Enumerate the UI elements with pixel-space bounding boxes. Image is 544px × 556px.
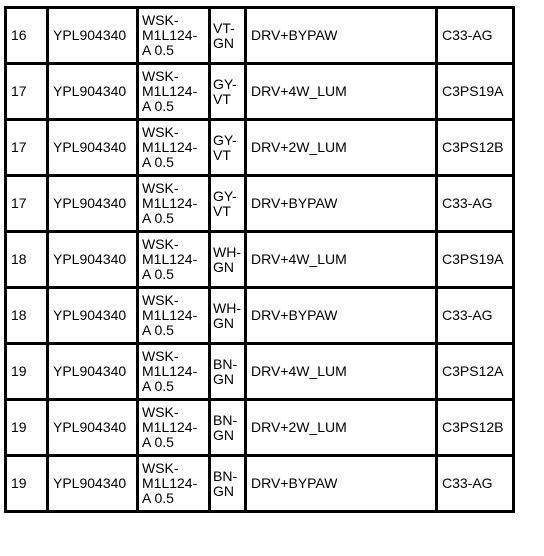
- part-number-cell: YPL904340: [48, 232, 138, 288]
- wire-color-cell: [210, 400, 246, 456]
- wiring-table: [4, 6, 515, 513]
- table-row: [6, 400, 514, 456]
- table-row: [6, 344, 514, 400]
- wire-color-cell: [210, 64, 246, 120]
- wire-spec-cell-line: WSK-: [142, 292, 179, 308]
- wire-color-cell: [210, 456, 246, 512]
- wire-color-cell: [210, 120, 246, 176]
- pin-cell: 18: [6, 288, 48, 344]
- wire-spec-cell-line: WSK-: [142, 348, 179, 364]
- wire-color-cell-line: WH-: [213, 243, 241, 260]
- function-cell: DRV+BYPAW: [246, 8, 437, 64]
- wire-spec-cell-line: A 0.5: [142, 154, 174, 170]
- table-row: [6, 288, 514, 344]
- wire-color-cell-line: GY-: [213, 75, 237, 92]
- table-row: [6, 176, 514, 232]
- wire-spec-cell-line: A 0.5: [142, 266, 174, 282]
- wire-spec-cell-line: M1L124-: [142, 307, 198, 323]
- wire-spec-cell-line: A 0.5: [142, 98, 174, 114]
- function-cell: DRV+BYPAW: [246, 456, 437, 512]
- wire-spec-cell-line: A 0.5: [142, 490, 174, 506]
- part-number-cell: YPL904340: [48, 456, 138, 512]
- function-cell: DRV+4W_LUM: [246, 232, 437, 288]
- function-cell: DRV+BYPAW: [246, 288, 437, 344]
- wire-color-cell-line: VT: [213, 202, 231, 219]
- wire-color-cell-line: GN: [213, 258, 234, 275]
- wire-color-cell-line: VT: [213, 146, 231, 163]
- table-row: [6, 120, 514, 176]
- wire-color-cell-line: GY-: [213, 131, 237, 148]
- wire-color-cell-line: GN: [213, 314, 234, 331]
- wire-spec-cell-line: A 0.5: [142, 210, 174, 226]
- part-number-cell: YPL904340: [48, 64, 138, 120]
- wire-color-cell-line: GN: [213, 426, 234, 443]
- wire-color-cell: [210, 8, 246, 64]
- part-number-cell: YPL904340: [48, 176, 138, 232]
- function-cell: DRV+4W_LUM: [246, 64, 437, 120]
- wire-spec-cell: [138, 8, 210, 64]
- wire-color-cell-line: WH-: [213, 299, 241, 316]
- pin-cell: 16: [6, 8, 48, 64]
- wire-color-cell-line: BN-: [213, 467, 238, 484]
- wire-spec-cell-line: WSK-: [142, 12, 179, 28]
- wire-spec-cell: [138, 232, 210, 288]
- wire-color-cell-line: GN: [213, 34, 234, 51]
- connector-cell: C33-AG: [437, 288, 514, 344]
- part-number-cell: YPL904340: [48, 344, 138, 400]
- wire-spec-cell-line: WSK-: [142, 124, 179, 140]
- part-number-cell: YPL904340: [48, 120, 138, 176]
- wire-spec-cell-line: A 0.5: [142, 42, 174, 58]
- wire-spec-cell-line: WSK-: [142, 68, 179, 84]
- wire-spec-cell-line: A 0.5: [142, 322, 174, 338]
- table-row: [6, 232, 514, 288]
- table-row: [6, 64, 514, 120]
- connector-cell: C3PS12B: [437, 400, 514, 456]
- part-number-cell: YPL904340: [48, 288, 138, 344]
- connector-cell: C3PS12A: [437, 344, 514, 400]
- table-row: [6, 456, 514, 512]
- table-row: [6, 8, 514, 64]
- wire-color-cell-line: GN: [213, 482, 234, 499]
- connector-cell: C3PS19A: [437, 64, 514, 120]
- wire-spec-cell-line: A 0.5: [142, 378, 174, 394]
- wire-color-cell-line: GY-: [213, 187, 237, 204]
- pin-cell: 19: [6, 456, 48, 512]
- pin-cell: 17: [6, 120, 48, 176]
- wire-spec-cell: [138, 120, 210, 176]
- wire-spec-cell: [138, 400, 210, 456]
- wire-spec-cell: [138, 64, 210, 120]
- wire-spec-cell-line: A 0.5: [142, 434, 174, 450]
- wire-spec-cell-line: M1L124-: [142, 139, 198, 155]
- wire-spec-cell-line: M1L124-: [142, 363, 198, 379]
- wire-spec-cell-line: WSK-: [142, 404, 179, 420]
- pin-cell: 17: [6, 176, 48, 232]
- pin-cell: 19: [6, 344, 48, 400]
- part-number-cell: YPL904340: [48, 400, 138, 456]
- part-number-cell: YPL904340: [48, 8, 138, 64]
- function-cell: DRV+4W_LUM: [246, 344, 437, 400]
- wire-color-cell-line: BN-: [213, 355, 238, 372]
- connector-cell: C33-AG: [437, 8, 514, 64]
- pin-cell: 18: [6, 232, 48, 288]
- wire-spec-cell: [138, 456, 210, 512]
- function-cell: DRV+2W_LUM: [246, 400, 437, 456]
- connector-cell: C3PS12B: [437, 120, 514, 176]
- wire-color-cell-line: VT: [213, 90, 231, 107]
- wire-spec-cell: [138, 344, 210, 400]
- wire-spec-cell-line: M1L124-: [142, 419, 198, 435]
- wire-color-cell-line: VT-: [213, 19, 235, 36]
- wire-spec-cell-line: M1L124-: [142, 83, 198, 99]
- function-cell: DRV+BYPAW: [246, 176, 437, 232]
- function-cell: DRV+2W_LUM: [246, 120, 437, 176]
- wire-color-cell: [210, 176, 246, 232]
- wire-spec-cell-line: WSK-: [142, 460, 179, 476]
- wire-spec-cell-line: M1L124-: [142, 475, 198, 491]
- wire-spec-cell-line: WSK-: [142, 236, 179, 252]
- connector-cell: C3PS19A: [437, 232, 514, 288]
- wire-spec-cell-line: WSK-: [142, 180, 179, 196]
- wire-spec-cell: [138, 288, 210, 344]
- wire-spec-cell-line: M1L124-: [142, 251, 198, 267]
- wire-spec-cell-line: M1L124-: [142, 27, 198, 43]
- wire-color-cell: [210, 232, 246, 288]
- wire-color-cell: [210, 344, 246, 400]
- wire-color-cell-line: BN-: [213, 411, 238, 428]
- pin-cell: 17: [6, 64, 48, 120]
- wiring-table-body: [6, 8, 514, 512]
- wire-color-cell-line: GN: [213, 370, 234, 387]
- wire-spec-cell: [138, 176, 210, 232]
- connector-cell: C33-AG: [437, 176, 514, 232]
- wire-spec-cell-line: M1L124-: [142, 195, 198, 211]
- wire-color-cell: [210, 288, 246, 344]
- connector-cell: C33-AG: [437, 456, 514, 512]
- pin-cell: 19: [6, 400, 48, 456]
